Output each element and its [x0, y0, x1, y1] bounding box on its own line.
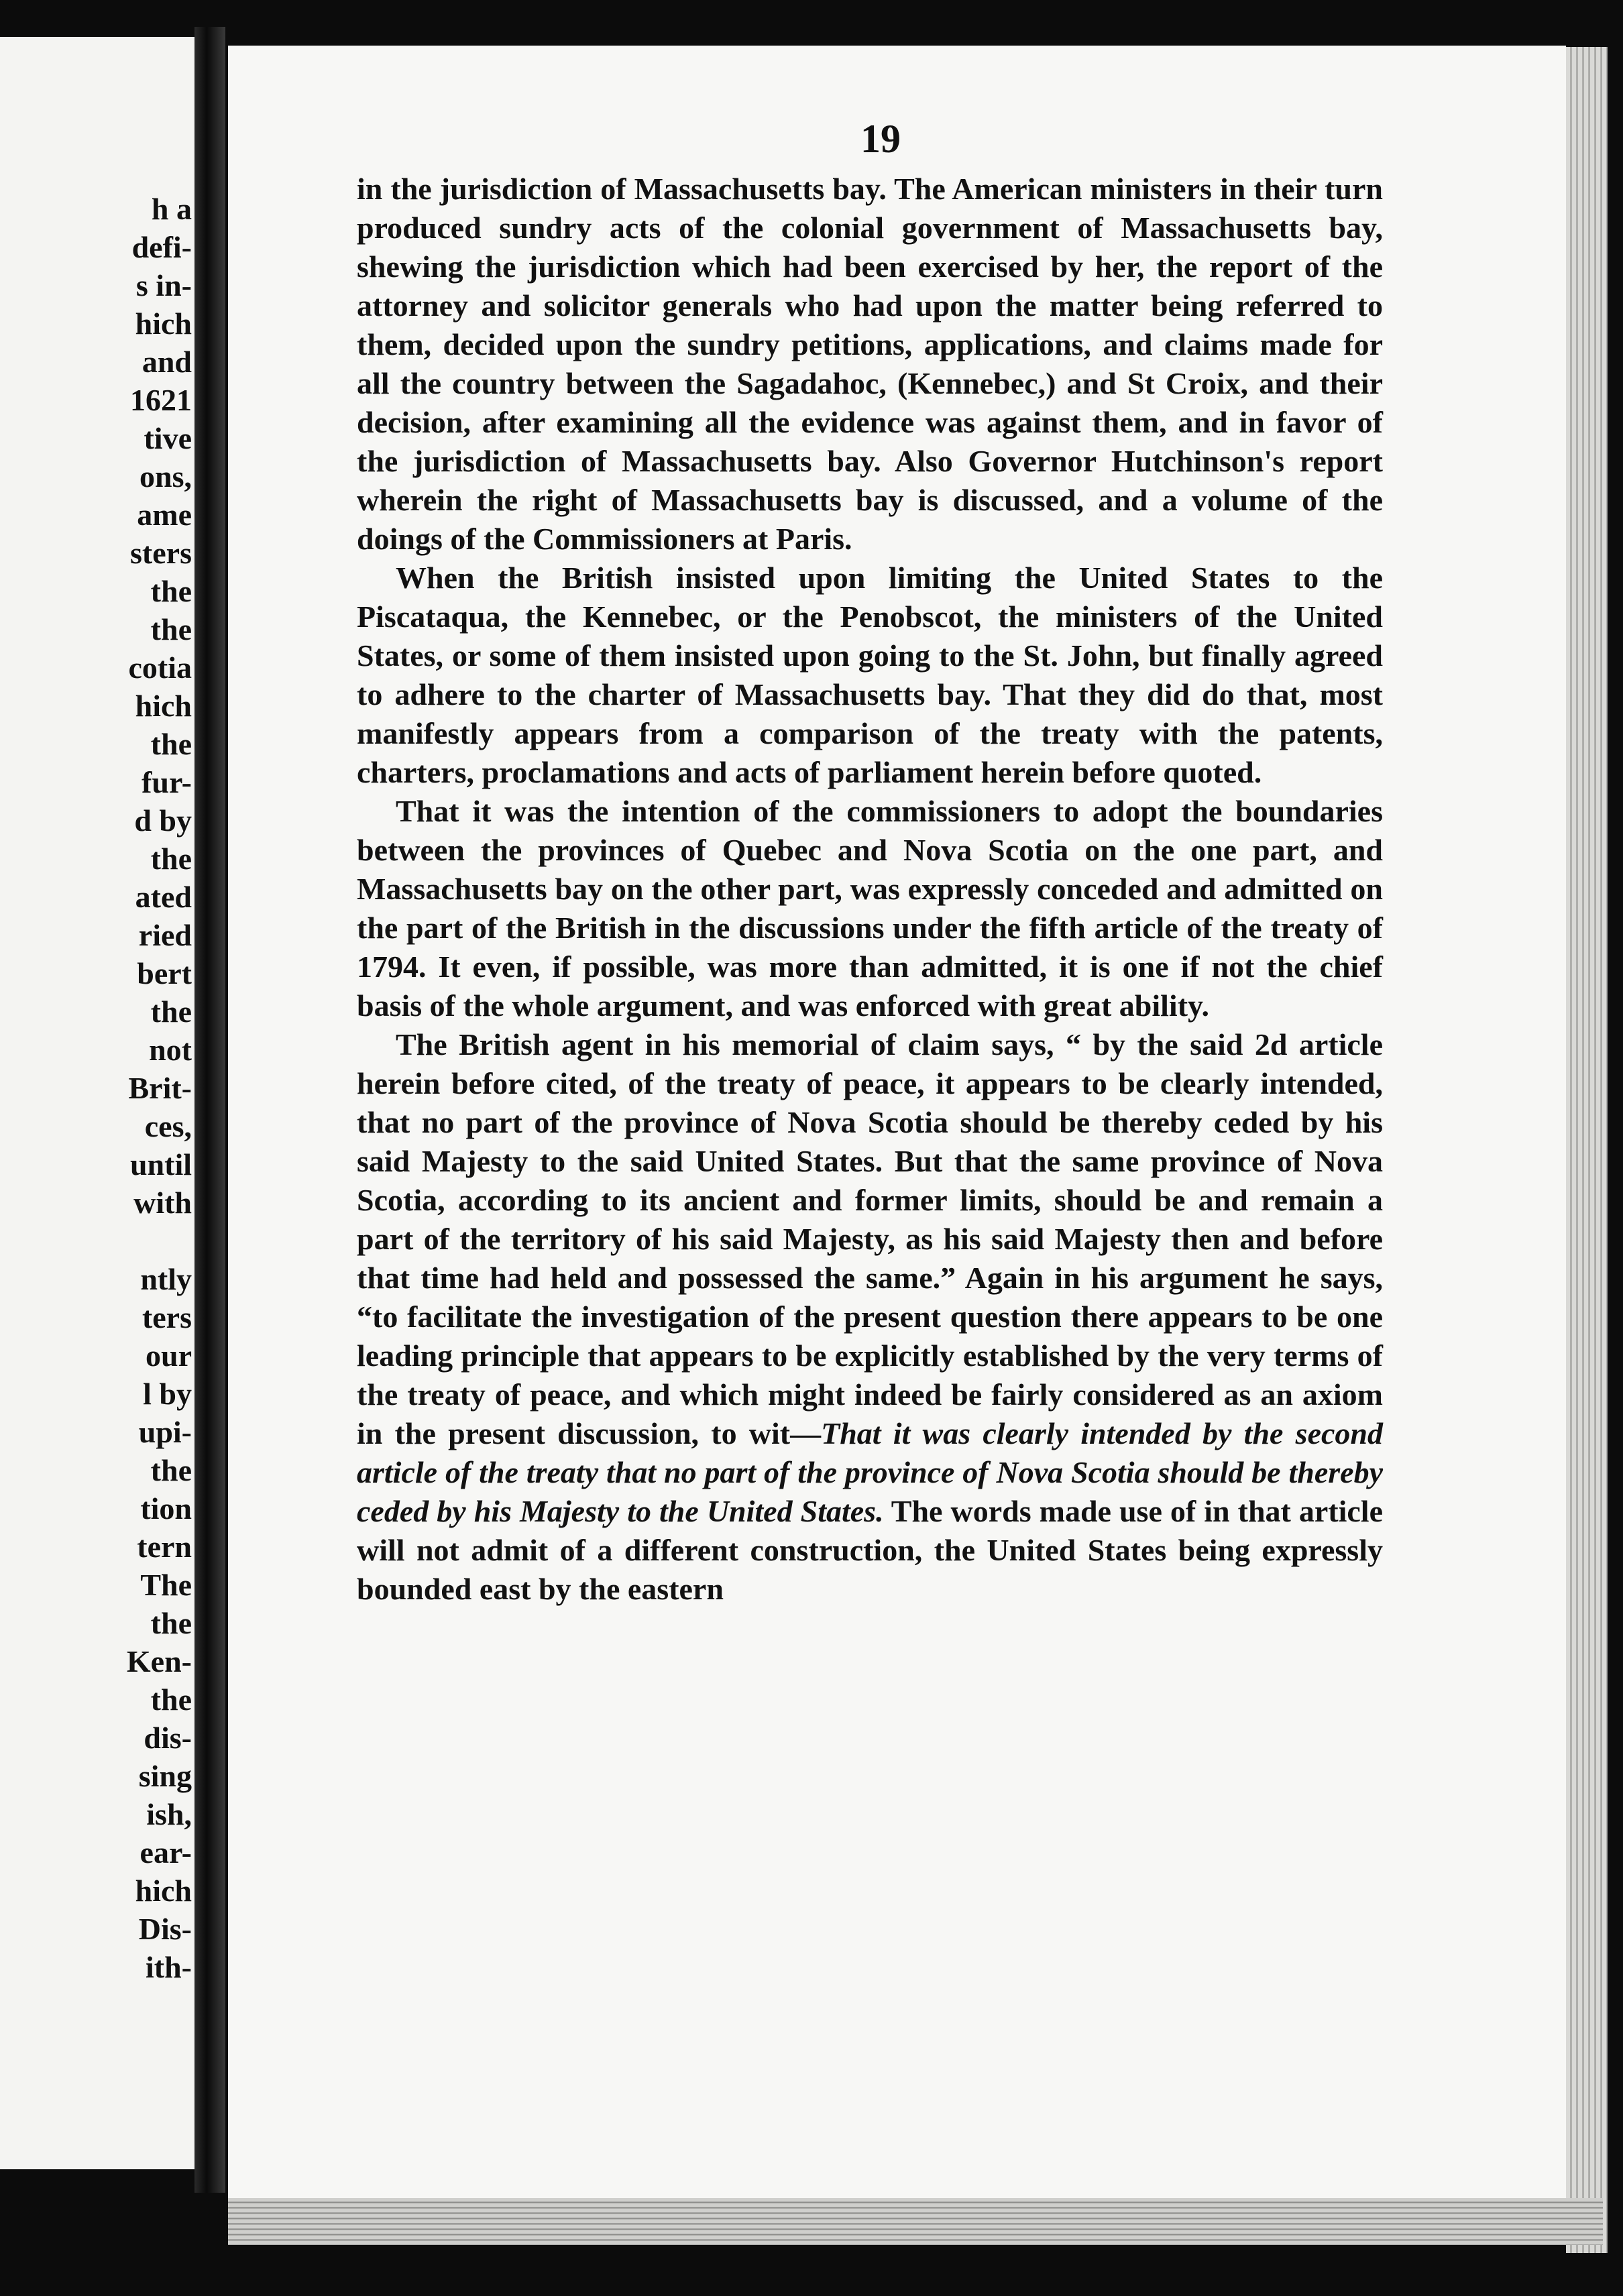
facing-page-fragment: ntly [140, 1262, 192, 1296]
facing-page-fragment: ters [142, 1300, 192, 1334]
facing-page-fragment: the [150, 1682, 192, 1717]
page-stack-edge [1566, 47, 1608, 2253]
facing-page-fragment: sters [130, 536, 192, 570]
paragraph-3: That it was the intention of the commissioners to adopt the boundaries between the provinces of Quebec and Nova Scotia on the one part, and Massachusetts bay on the other part, was expressly conceded and admitted on the part of the British in the discussions under the fifth article of the treaty of 1794. It even, if possible, was more than admitted, it is one if not the chief basis of the whole argument, and was enforced with great ability. [357, 794, 1383, 1023]
paragraph-4-continuation: The words made use of in that article will not admit of a different construction, the United States being expressly bounded east by the eastern [357, 1494, 1383, 1606]
facing-page-fragment: tern [137, 1530, 192, 1564]
facing-page-fragment: the [150, 1453, 192, 1487]
paragraph-2: When the British insisted upon limiting the United States to the Piscataqua, the Kennebec, or the Penobscot, the ministers of the United States, or some of them insisted upon going to the St. John, but finally agreed to adhere to the charter of Massachusetts bay. That they did do that, most manifestly appears from a comparison of the treaty with the patents, charters, proclamations and acts of parliament herein before quoted. [357, 561, 1383, 789]
facing-page-fragment: ated [135, 880, 192, 914]
facing-page-fragment: d by [134, 803, 192, 838]
facing-page-fragment: hich [135, 306, 192, 341]
facing-page-fragment: ried [138, 918, 192, 952]
facing-page-fragment: ons, [139, 459, 192, 494]
facing-page-fragment: ith- [146, 1950, 192, 1984]
facing-page-fragment: hich [135, 1874, 192, 1908]
facing-page-fragment: defi- [131, 230, 192, 264]
facing-page-fragment: our [146, 1338, 192, 1373]
paragraph-4-italic-quote: That it was clearly intended by the second article of the treaty that no part of the province of Nova Scotia should be thereby ceded by his Majesty to the United States. [357, 1416, 1383, 1528]
facing-page-fragment: with [133, 1186, 192, 1220]
facing-page-fragment: bert [137, 956, 192, 990]
facing-page-fragment: Dis- [138, 1912, 192, 1946]
facing-page-fragment: l by [143, 1377, 192, 1411]
page-number: 19 [860, 117, 901, 161]
facing-page-fragment: h a [151, 192, 192, 226]
book-page [228, 46, 1566, 2198]
body-text [357, 170, 1383, 1609]
paragraph-1: in the jurisdiction of Massachusetts bay. The American ministers in their turn produced sundry acts of the colonial government of Massachusetts bay, shewing the jurisdiction which had been exercised by her, the report of the attorney and solicitor generals who had upon the matter being referred to them, decided upon the sundry petitions, applications, and claims made for all the country between the Sagadahoc, (Kennebec,) and St Croix, and their decision, after examining all the evidence was against them, and in favor of the jurisdiction of Massachusetts bay. Also Governor Hutchinson's report wherein the right of Massachusetts bay is discussed, and a volume of the doings of the Commissioners at Paris. [357, 172, 1383, 556]
facing-page-fragment: The [140, 1568, 192, 1602]
facing-page-fragment: ces, [144, 1109, 192, 1143]
facing-page-fragment: upi- [138, 1415, 192, 1449]
facing-page-fragment: ame [137, 498, 192, 532]
paragraph-4-text: The British agent in his memorial of claim says, “ by the said 2d article herein before cited, of the treaty of peace, it appears to be clearly intended, that no part of the province of Nova Scotia should be thereby ceded by his said Majesty to the said United States. But that the same province of Nova Scotia, according to its ancient and former limits, should be and remain a part of the territory of his said Majesty, as his said Majesty then and before that time had held and possessed the same.” Again in his argument he says, “to facilitate the investigation of the present question there appears to be one leading principle that appears to be explicitly established by the very terms of the treaty of peace, and which might indeed be fairly considered as an axiom in the present discussion, to wit— [357, 1027, 1383, 1450]
facing-page-fragment: ish, [146, 1797, 192, 1831]
facing-page-fragment: Ken- [126, 1644, 192, 1678]
facing-page-fragment: tion [140, 1491, 192, 1526]
facing-page-fragment: 1621 [130, 383, 192, 417]
facing-page-fragment: the [150, 727, 192, 761]
facing-page-fragment: the [150, 1606, 192, 1640]
facing-page-fragment: the [150, 842, 192, 876]
facing-page-fragment: and [142, 345, 192, 379]
page-stack-bottom [228, 2198, 1603, 2245]
facing-page-fragment: the [150, 612, 192, 646]
facing-page-fragment: the [150, 574, 192, 608]
facing-page-fragment: not [149, 1033, 192, 1067]
facing-page-fragment: ear- [139, 1835, 192, 1870]
facing-page-fragment: hich [135, 689, 192, 723]
facing-page-fragment: Brit- [128, 1071, 192, 1105]
facing-page-fragment: s in- [135, 268, 192, 302]
facing-page-fragment: dis- [144, 1721, 192, 1755]
facing-page-fragment: fur- [142, 765, 192, 799]
facing-page [0, 37, 194, 2169]
facing-page-fragment: cotia [128, 650, 192, 685]
book-binding [194, 27, 225, 2193]
facing-page-fragment: until [129, 1147, 192, 1182]
facing-page-fragment: the [150, 994, 192, 1029]
facing-page-fragment: tive [144, 421, 192, 455]
facing-page-fragment: sing [138, 1759, 192, 1793]
paragraph-4 [357, 1025, 1383, 1609]
